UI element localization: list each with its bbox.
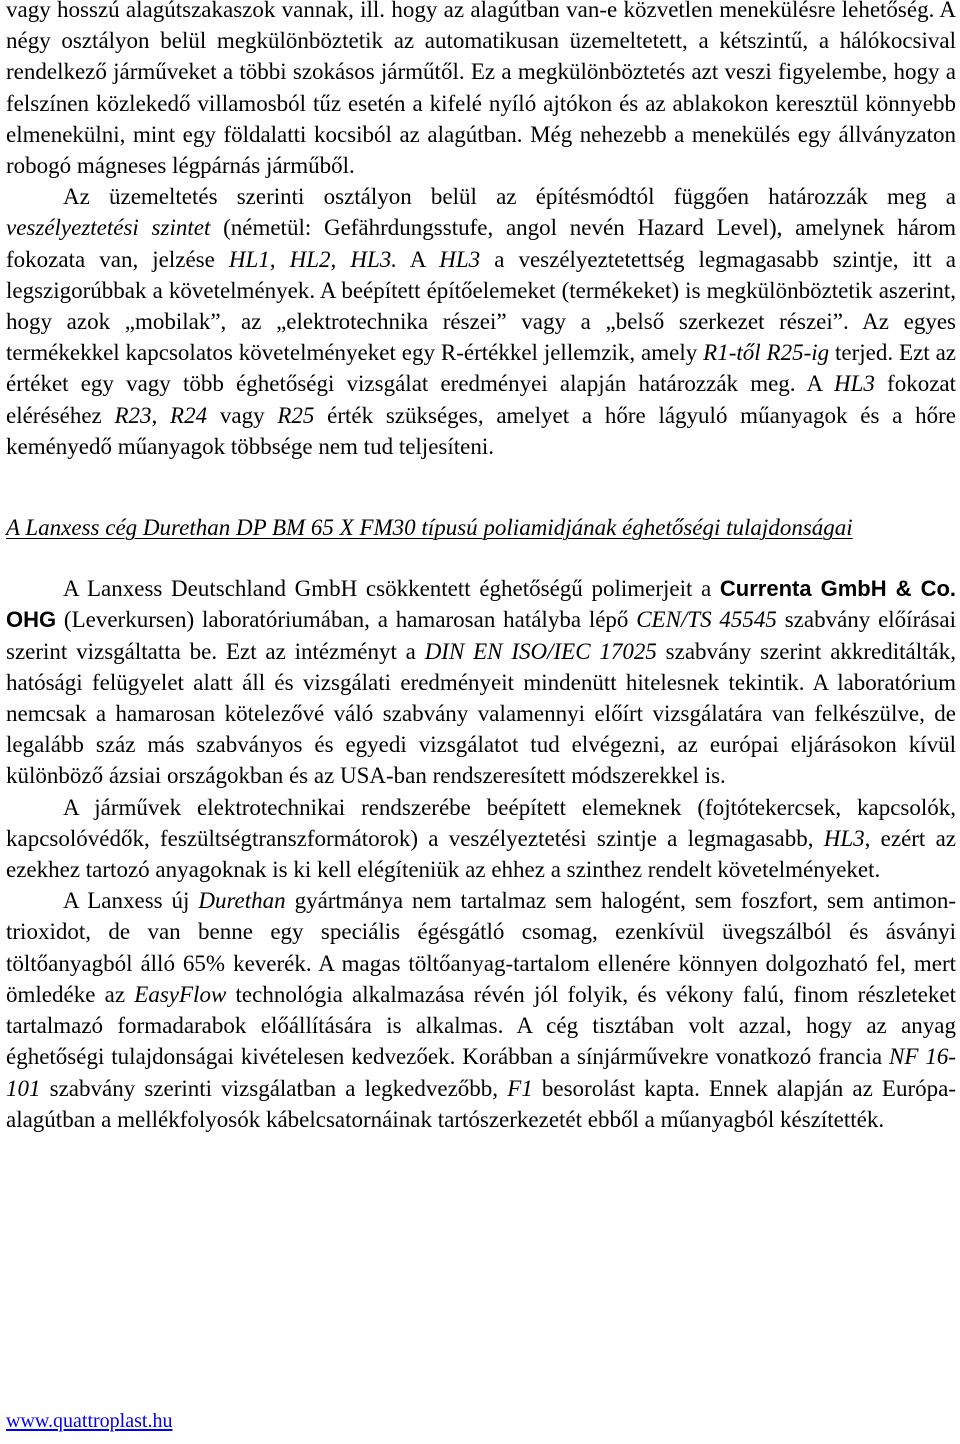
text-run: A Lanxess Deutschland GmbH csökkentett éghetőségű polimerjeit a bbox=[63, 576, 720, 602]
italic-term: DIN EN ISO/IEC 17025 bbox=[424, 638, 657, 664]
text-run: A Lanxess új bbox=[63, 888, 199, 914]
section-title: A Lanxess cég Durethan DP BM 65 X FM30 típusú poliamidjának éghetőségi tulajdonságai bbox=[6, 515, 853, 541]
text-run: technológia alkalmazása révén jól folyik, és vékony falú, finom részleteket tartalmazó formadarabok előállítására is alkalmas. A cég tisztában volt azzal, hogy az anyag éghetőségi tulajdonságai kivételesen kedvezőek. Korábban a sínjárművekre vonatkozó francia bbox=[6, 981, 956, 1070]
paragraph-hazard-level bbox=[6, 181, 956, 462]
text-run: érték szükséges, amelyet a hőre lágyuló műanyagok és a hőre keményedő műanyagok többsége nem tud teljesíteni. bbox=[6, 402, 956, 459]
paragraph-electrotechnics bbox=[6, 792, 956, 886]
text-run: (Leverkursen) laboratóriumában, a hamarosan hatályba lépő bbox=[56, 607, 637, 633]
text-run: terjed. Ezt az értéket egy vagy több éghetőségi vizsgálat eredményei alapján határozzák meg. A bbox=[6, 340, 957, 397]
text-run: fokozat eléréséhez bbox=[6, 371, 957, 428]
italic-term: HL3 bbox=[439, 246, 481, 272]
italic-term: EasyFlow bbox=[134, 981, 227, 1007]
italic-term: R23, R24 bbox=[114, 402, 208, 428]
text-run: (németül: Gefährdungsstufe, angol nevén Hazard Level), amelynek három fokozata van, jelzése bbox=[6, 215, 956, 272]
text-run: szabvány előírásai szerint vizsgáltatta be. Ezt az intézményt a bbox=[6, 607, 956, 664]
italic-term: Durethan bbox=[198, 888, 286, 914]
text-run: vagy bbox=[207, 402, 278, 428]
text-run: A bbox=[397, 246, 440, 272]
text-run: gyártmánya nem tartalmaz sem halogént, sem foszfort, sem antimon-trioxidot, de van benne egy speciális égésgátló csomag, ezenkívül üvegszálból és ásványi töltőanyagból álló 65% keverék. A magas töltőanyag-tartalom ellenére könnyen dolgozható fel, mert ömledéke az bbox=[6, 888, 956, 1007]
italic-term: R25 bbox=[277, 402, 315, 428]
text-run: szabvány szerint akkreditálták, hatósági felügyelet alatt áll és vizsgálati eredményeit mindenütt hitelesnek tekintik. A laboratórium nemcsak a hamarosan kötelezővé váló szabvány valamennyi előírt vizsgálatára van felkészülve, de legalább száz más szabványos és egyedi vizsgálatot tud elvégezni, az európai eljárásokon kívül különböző ázsiai országokban és az USA-ban rendszeresített módszerekkel is. bbox=[6, 638, 956, 789]
text-run: szabvány szerinti vizsgálatban a legkedvezőbb, bbox=[40, 1075, 508, 1101]
text-run: a veszélyeztetettség legmagasabb szintje, itt a legszigorúbbak a követelmények. A beépített építőelemeket (termékeket) is megkülönböztetik aszerint, hogy azok „mobilak”, az „elektrotechnika részei” vagy a „belső szerkezet részei”. Az egyes termékekkel kapcsolatos követelményeket egy R-értékkel jellemzik, amely bbox=[6, 246, 956, 366]
footer-website-link[interactable]: www.quattroplast.hu bbox=[6, 1410, 173, 1432]
italic-term: HL3 bbox=[833, 371, 875, 397]
paragraph-continuation bbox=[6, 0, 956, 181]
text-run: besorolást kapta. Ennek alapján az Európa-alagútban a mellékfolyosók kábelcsatornáinak tartószerkezetét ebből a műanyagból készítették. bbox=[6, 1075, 956, 1132]
paragraph-durethan bbox=[6, 885, 956, 1135]
text-run: A járművek elektrotechnikai rendszerébe beépített elemeknek (fojtótekercsek, kapcsolók, kapcsolóvédők, feszültségtranszformátorok) a veszélyeztetési szintje a legmagasabb, bbox=[6, 794, 956, 851]
italic-term: CEN/TS 45545 bbox=[636, 607, 777, 633]
text-run: Az üzemeltetés szerinti osztályon belül az építésmódtól függően határozzák meg a bbox=[63, 184, 956, 210]
italic-term: NF 16-101 bbox=[6, 1044, 956, 1101]
bold-company-name: Currenta GmbH & Co. OHG bbox=[6, 576, 957, 633]
text-run: vagy hosszú alagútszakaszok vannak, ill. hogy az alagútban van-e közvetlen menekülésre lehetőség. A négy osztályon belül megkülönböztetik az automatikusan üzemeltetett, a kétszintű, a hálókocsival rendelkező járműveket a többi szokásos járműtől. Ez a megkülönböztetés azt veszi figyelembe, hogy a felszínen közlekedő villamosból tűz esetén a kifelé nyíló ajtókon és az ablakokon keresztül könnyebb elmenekülni, mint egy földalatti kocsiból az alagútban. Még nehezebb a menekülés egy állványzaton robogó mágneses légpárnás járműből. bbox=[6, 0, 956, 179]
document-page bbox=[6, 0, 956, 1135]
text-run: , ezért az ezekhez tartozó anyagoknak is ki kell elégíteniük az ehhez a szinthez rendelt követelményeket. bbox=[6, 825, 956, 883]
paragraph-lanxess-lab bbox=[6, 573, 956, 791]
italic-term: R1-től R25-ig bbox=[703, 340, 830, 366]
italic-term: veszélyeztetési szintet bbox=[6, 215, 211, 241]
italic-term: HL1, HL2, HL3. bbox=[228, 246, 397, 272]
italic-term: F1 bbox=[507, 1075, 533, 1101]
italic-term: HL3 bbox=[823, 825, 865, 851]
